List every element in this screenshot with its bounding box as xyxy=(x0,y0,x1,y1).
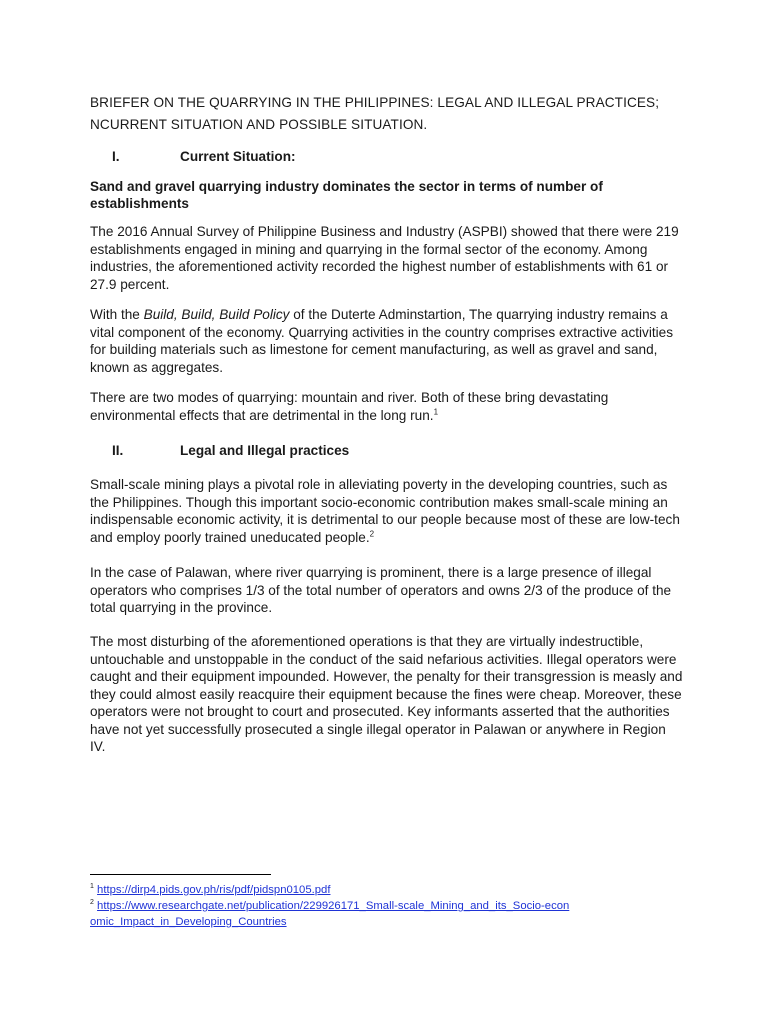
section-2-paragraph-2: In the case of Palawan, where river quarrying is prominent, there is a large presence of illegal operators who comprises 1/3 of the total number of operators and owns 2/3 of the produce of the total quarrying in the province. xyxy=(90,565,672,615)
section-1-paragraph-3: There are two modes of quarrying: mountain and river. Both of these bring devastating environmental effects that are detrimental in the long run.$^1$ xyxy=(90,390,609,423)
section-2-number: II. xyxy=(112,443,124,458)
section-1-subheading: Sand and gravel quarrying industry dominates the sector in terms of number of establishments xyxy=(90,179,603,211)
footnote-1 xyxy=(90,882,590,898)
policy-name: Build, Build, Build Policy xyxy=(143,307,290,322)
footnote-separator xyxy=(90,874,271,875)
section-2-paragraph-3: The most disturbing of the aforementioned operations is that they are virtually indestructible, untouchable and unstoppable in the conduct of the said nefarious activities. Illegal operators were caught and their equipment impounded. However, the penalty for their transgression is measly and they could almost easily reacquire their equipment because the fines were cheap. Moreover, these operators were not brought to court and prosecuted. Key informants asserted that the authorities have not yet successfully prosecuted a single illegal operator in Palawan or anywhere in Region IV. xyxy=(90,634,683,754)
document-title xyxy=(90,92,682,136)
footnote-ref-2[interactable]: 2 xyxy=(369,528,375,538)
document-page xyxy=(90,0,682,1024)
footnote-1-number: 1 xyxy=(90,883,94,891)
footnote-1-link[interactable]: https://dirp4.pids.gov.ph/ris/pdf/pidspn0105.pdf xyxy=(97,884,331,896)
section-2-title: Legal and Illegal practices xyxy=(180,443,350,458)
title-line-1: BRIEFER ON THE QUARRYING IN THE PHILIPPINES: LEGAL AND ILLEGAL PRACTICES; xyxy=(90,95,660,110)
section-2-paragraph-1: Small-scale mining plays a pivotal role in alleviating poverty in the developing countries, such as the Philippines. Though this important socio-economic contribution makes small-scale mining an indispensable economic activity, it is detrimental to our people because most of these are low-tech and employ poorly trained uneducated people.$^2$ xyxy=(90,477,680,545)
title-line-2: NCURRENT SITUATION AND POSSIBLE SITUATION. xyxy=(90,117,428,132)
section-1-paragraph-1: The 2016 Annual Survey of Philippine Business and Industry (ASPBI) showed that there were 219 establishments engaged in mining and quarrying in the formal sector of the economy. Among industries, the aforementioned activity recorded the highest number of establishments with 61 or 27.9 percent. xyxy=(90,224,679,292)
section-1-heading xyxy=(90,148,296,166)
footnote-ref-1[interactable]: 1 xyxy=(433,406,439,416)
section-1-number: I. xyxy=(112,149,120,164)
footnote-2-link[interactable]: https://www.researchgate.net/publication/229926171_Small-scale_Mining_and_its_Socio-economic_Impact_in_Developing_Countries xyxy=(90,900,570,928)
section-1-paragraph-2: With the Build, Build, Build Policy of the Duterte Adminstartion, The quarrying industry remains a vital component of the economy. Quarrying activities in the country comprises extractive activities for building materials such as limestone for cement manufacturing, as well as gravel and sand, known as aggregates. xyxy=(90,307,674,375)
footnote-2-number: 2 xyxy=(90,899,94,907)
footnote-2 xyxy=(90,898,570,930)
section-1-title: Current Situation: xyxy=(180,149,296,164)
section-2-heading xyxy=(90,442,349,460)
